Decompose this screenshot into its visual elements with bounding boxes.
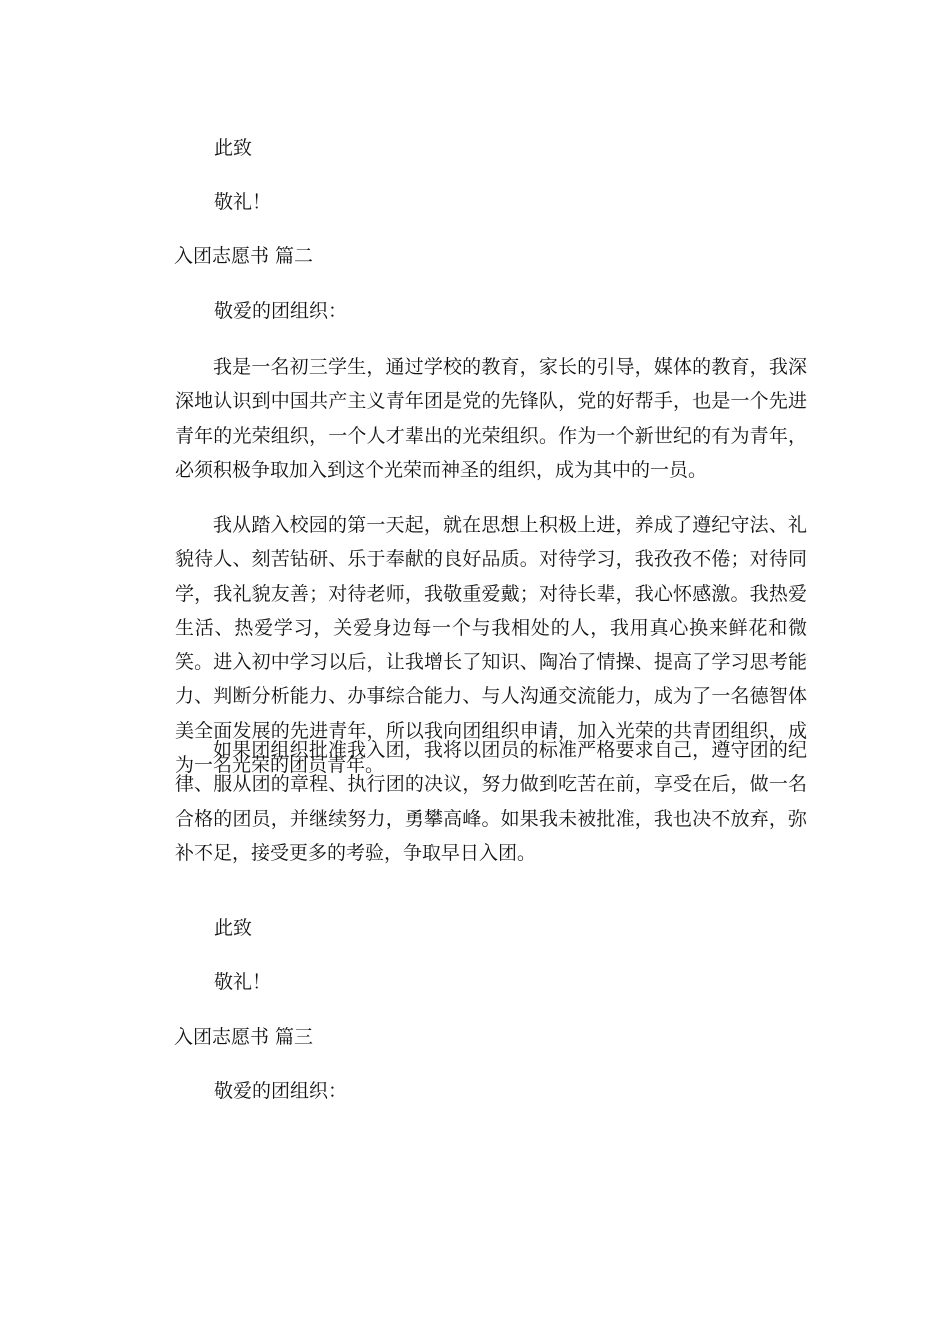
paragraph-3: 如果团组织批准我入团，我将以团员的标准严格要求自己，遵守团的纪律、服从团的章程、执行团的决议，努力做到吃苦在前，享受在后，做一名合格的团员，并继续努力，勇攀高峰。如果我未被批准，我也决不放弃，弥补不足，接受更多的考验，争取早日入团。 bbox=[175, 739, 807, 864]
section-heading-3: 入团志愿书 篇三 bbox=[174, 1026, 314, 1048]
closing-salutation-2: 此致 bbox=[214, 917, 253, 939]
paragraph-1: 我是一名初三学生，通过学校的教育，家长的引导，媒体的教育，我深深地认识到中国共产主义青年团是党的先锋队，党的好帮手，也是一个先进青年的光荣组织，一个人才辈出的光荣组织。作为一个新世纪的有为青年，必须积极争取加入到这个光荣而神圣的组织，成为其中的一员。 bbox=[175, 356, 807, 481]
closing-regards-2: 敬礼！ bbox=[214, 971, 272, 993]
closing-salutation: 此致 bbox=[214, 137, 253, 159]
greeting-3: 敬爱的团组织： bbox=[214, 1080, 348, 1102]
section-heading-2: 入团志愿书 篇二 bbox=[174, 245, 314, 267]
paragraph-2: 我从踏入校园的第一天起，就在思想上积极上进，养成了遵纪守法、礼貌待人、刻苦钻研、乐于奉献的良好品质。对待学习，我孜孜不倦；对待同学，我礼貌友善；对待老师，我敬重爱戴；对待长辈，我心怀感激。我热爱生活、热爱学习，关爱身边每一个与我相处的人，我用真心换来鲜花和微笑。进入初中学习以后，让我增长了知识、陶冶了情操、提高了学习思考能力、判断分析能力、办事综合能力、与人沟通交流能力，成为了一名德智体美全面发展的先进青年，所以我向团组织申请，加入光荣的共青团组织，成为一名光荣的团员青年。 bbox=[175, 514, 807, 777]
greeting-2: 敬爱的团组织： bbox=[214, 300, 348, 322]
closing-regards: 敬礼！ bbox=[214, 191, 272, 213]
